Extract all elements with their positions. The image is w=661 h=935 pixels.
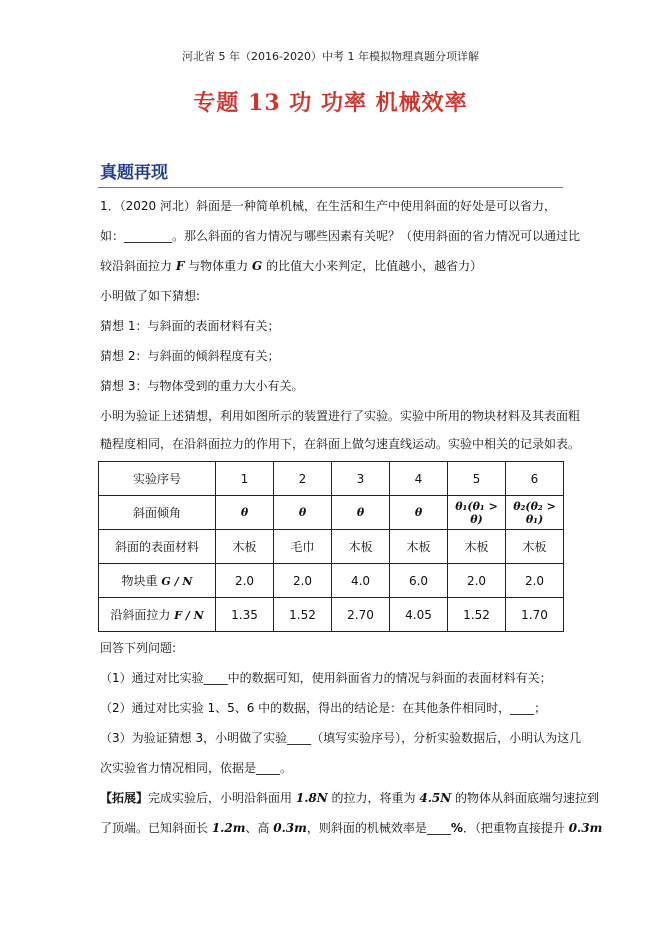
sub-question-3-line-2: 次实验省力情况相同，依据是____。 bbox=[100, 761, 293, 775]
table-cell: 1 bbox=[216, 462, 274, 496]
table-cell: θ₂(θ₂ > θ₁) bbox=[506, 496, 564, 530]
table-cell: 1.70 bbox=[506, 598, 564, 632]
table-row bbox=[99, 564, 564, 598]
sub-question-3-line-1: （3）为验证猜想 3，小明做了实验____（填写实验序号），分析实验数据后，小明认为这几 bbox=[100, 731, 582, 745]
table-cell: 3 bbox=[332, 462, 390, 496]
table-cell: θ bbox=[332, 496, 390, 530]
answer-intro: 回答下列问题: bbox=[100, 641, 177, 655]
table-cell: 木板 bbox=[216, 530, 274, 564]
extension-text: 的拉力，将重为 bbox=[327, 791, 420, 805]
length-value: 1.2m bbox=[211, 821, 246, 835]
intro-text: 与物体重力 bbox=[184, 259, 252, 273]
row-header-incline-angle: 斜面倾角 bbox=[99, 496, 216, 530]
table-cell: 2.0 bbox=[448, 564, 506, 598]
extension-text: 、高 bbox=[245, 821, 274, 835]
height-value: 0.3m bbox=[273, 821, 307, 835]
row-header-unit: G / N bbox=[161, 575, 193, 588]
row-header-text: 物块重 bbox=[121, 574, 162, 588]
table-cell: 木板 bbox=[390, 530, 448, 564]
page-title: 专题 13 功 功率 机械效率 bbox=[193, 90, 468, 116]
table-cell: 2.0 bbox=[506, 564, 564, 598]
extension-text: 的物体从斜面底端匀速拉到 bbox=[451, 791, 600, 805]
row-header-experiment-number: 实验序号 bbox=[99, 462, 216, 496]
intro-text: 较沿斜面拉力 bbox=[100, 259, 176, 273]
table-cell: 2.0 bbox=[216, 564, 274, 598]
table-row bbox=[99, 462, 564, 496]
table-cell: 毛巾 bbox=[274, 530, 332, 564]
intro-text: 的比值大小来判定，比值越小，越省力） bbox=[262, 259, 483, 273]
weight-value: 4.5N bbox=[419, 791, 452, 805]
table-cell: θ bbox=[274, 496, 332, 530]
table-cell: θ bbox=[216, 496, 274, 530]
row-header-text: 沿斜面拉力 bbox=[110, 608, 175, 622]
extension-text: 完成实验后，小明沿斜面用 bbox=[148, 791, 296, 805]
table-row bbox=[99, 598, 564, 632]
table-cell: 2.70 bbox=[332, 598, 390, 632]
extension-text: 了顶端。已知斜面长 bbox=[100, 821, 212, 835]
table-cell: 2 bbox=[274, 462, 332, 496]
question-intro-line-1: 1．（2020 河北）斜面是一种简单机械，在生活和生产中使用斜面的好处是可以省力， bbox=[100, 199, 556, 213]
table-cell: 2.0 bbox=[274, 564, 332, 598]
experiment-description-line-2: 糙程度相同，在沿斜面拉力的作用下，在斜面上做匀速直线运动。实验中相关的记录如表。 bbox=[100, 437, 581, 451]
hypothesis-intro: 小明做了如下猜想: bbox=[100, 289, 201, 303]
row-header-pull-force bbox=[99, 598, 216, 632]
table-cell: 4.05 bbox=[390, 598, 448, 632]
extension-line-2 bbox=[100, 820, 602, 836]
extension-line-1 bbox=[100, 790, 599, 806]
table-cell: 1.52 bbox=[448, 598, 506, 632]
row-header-unit: F / N bbox=[174, 609, 204, 622]
table-cell: 木板 bbox=[332, 530, 390, 564]
section-heading: 真题再现 bbox=[100, 163, 168, 183]
table-cell: 木板 bbox=[506, 530, 564, 564]
table-cell: 4 bbox=[390, 462, 448, 496]
table-cell: θ bbox=[390, 496, 448, 530]
force-value: 1.8N bbox=[295, 791, 328, 805]
extension-text: ．（把重物直接提升 bbox=[462, 821, 569, 835]
lift-height-value: 0.3m bbox=[568, 821, 603, 835]
hypothesis-1: 猜想 1：与斜面的表面材料有关； bbox=[100, 319, 280, 333]
table-cell: 4.0 bbox=[332, 564, 390, 598]
table-row bbox=[99, 530, 564, 564]
percent-sign: % bbox=[450, 821, 463, 835]
section-divider bbox=[98, 187, 563, 188]
gravity-symbol: G bbox=[252, 259, 263, 273]
experiment-description-line-1: 小明为验证上述猜想，利用如图所示的装置进行了实验。实验中所用的物块材料及其表面粗 bbox=[100, 409, 581, 423]
force-symbol: F bbox=[175, 259, 185, 273]
row-header-surface-material: 斜面的表面材料 bbox=[99, 530, 216, 564]
table-cell: θ₁(θ₁ > θ) bbox=[448, 496, 506, 530]
sub-question-1: （1）通过对比实验____中的数据可知，使用斜面省力的情况与斜面的表面材料有关； bbox=[100, 671, 552, 685]
sub-question-2: （2）通过对比实验 1、5、6 中的数据，得出的结论是：在其他条件相同时，____； bbox=[100, 701, 547, 715]
question-intro-line-2: 如：________。那么斜面的省力情况与哪些因素有关呢？（使用斜面的省力情况可以通过比 bbox=[100, 229, 581, 243]
experiment-table bbox=[98, 461, 564, 632]
table-cell: 1.35 bbox=[216, 598, 274, 632]
table-cell: 6 bbox=[506, 462, 564, 496]
page-header: 河北省 5 年（2016-2020）中考 1 年模拟物理真题分项详解 bbox=[182, 50, 479, 63]
question-intro-line-3 bbox=[100, 258, 482, 274]
hypothesis-2: 猜想 2：与斜面的倾斜程度有关； bbox=[100, 349, 280, 363]
table-cell: 5 bbox=[448, 462, 506, 496]
row-header-block-weight bbox=[99, 564, 216, 598]
hypothesis-3: 猜想 3：与物体受到的重力大小有关。 bbox=[100, 379, 304, 393]
extension-tag: 【拓展】 bbox=[100, 791, 149, 805]
table-row bbox=[99, 496, 564, 530]
table-cell: 6.0 bbox=[390, 564, 448, 598]
table-cell: 木板 bbox=[448, 530, 506, 564]
extension-text: ，则斜面的机械效率是____ bbox=[306, 821, 451, 835]
table-cell: 1.52 bbox=[274, 598, 332, 632]
